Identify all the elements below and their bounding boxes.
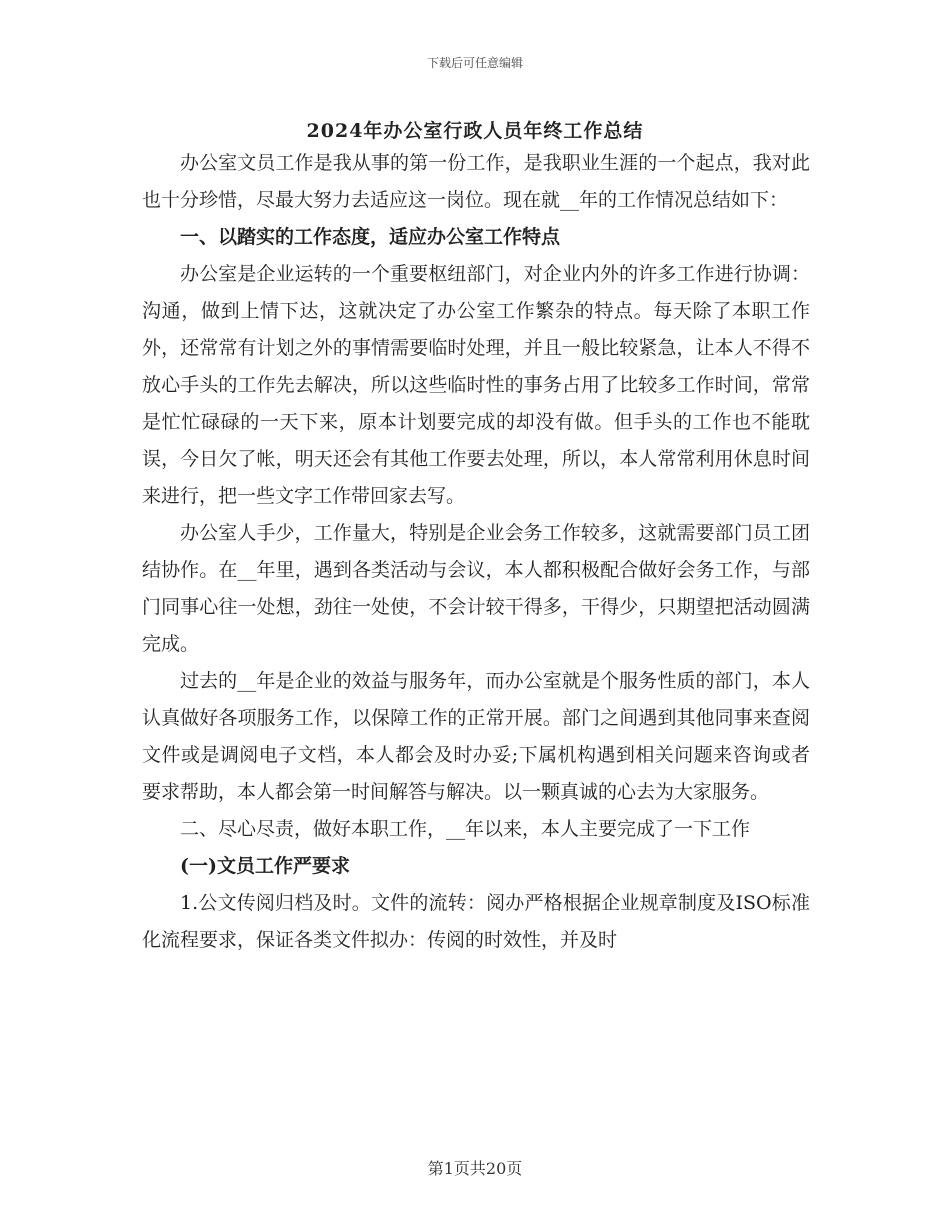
- paragraph-intro: 办公室文员工作是我从事的第一份工作，是我职业生涯的一个起点，我对此也十分珍惜，尽最大努力去适应这一岗位。现在就__年的工作情况总结如下：: [142, 152, 810, 211]
- page-number: 第1页共20页: [427, 1159, 523, 1178]
- page-header-note: 下载后可任意编辑: [426, 56, 523, 70]
- paragraph-teamwork: 办公室人手少，工作量大，特别是企业会务工作较多，这就需要部门员工团结协作。在__年里，遇到各类活动与会议，本人都积极配合做好会务工作，与部门同事心往一处想，劲往一处使，不会计较干得多，干得少，只期望把活动圆满完成。: [142, 522, 810, 655]
- paragraph-office-role: 办公室是企业运转的一个重要枢纽部门，对企业内外的许多工作进行协调：沟通，做到上情下达，这就决定了办公室工作繁杂的特点。每天除了本职工作外，还常常有计划之外的事情需要临时处理，并且一般比较紧急，让本人不得不放心手头的工作先去解决，所以这些临时性的事务占用了比较多工作时间，常常是忙忙碌碌的一天下来，原本计划要完成的却没有做。但手头的工作也不能耽误，今日欠了帐，明天还会有其他工作要去处理，所以，本人常常利用休息时间来进行，把一些文字工作带回家去写。: [142, 263, 810, 507]
- paragraph-service: 过去的__年是企业的效益与服务年，而办公室就是个服务性质的部门，本人认真做好各项服务工作，以保障工作的正常开展。部门之间遇到其他同事来查阅文件或是调阅电子文档，本人都会及时办妥;下属机构遇到相关问题来咨询或者要求帮助，本人都会第一时间解答与解决。以一颗真诚的心去为大家服务。: [142, 670, 810, 803]
- section-heading-1: 一、以踏实的工作态度，适应办公室工作特点: [180, 226, 561, 248]
- paragraph-section-2: 二、尽心尽责，做好本职工作，__年以来，本人主要完成了一下工作: [180, 818, 751, 840]
- document-body: [142, 145, 810, 959]
- document-title: 2024年办公室行政人员年终工作总结: [306, 120, 644, 142]
- paragraph-document-filing: 1.公文传阅归档及时。文件的流转：阅办严格根据企业规章制度及ISO标准化流程要求，保证各类文件拟办：传阅的时效性，并及时: [142, 892, 810, 951]
- subsection-heading-1: (一)文员工作严要求: [180, 855, 350, 877]
